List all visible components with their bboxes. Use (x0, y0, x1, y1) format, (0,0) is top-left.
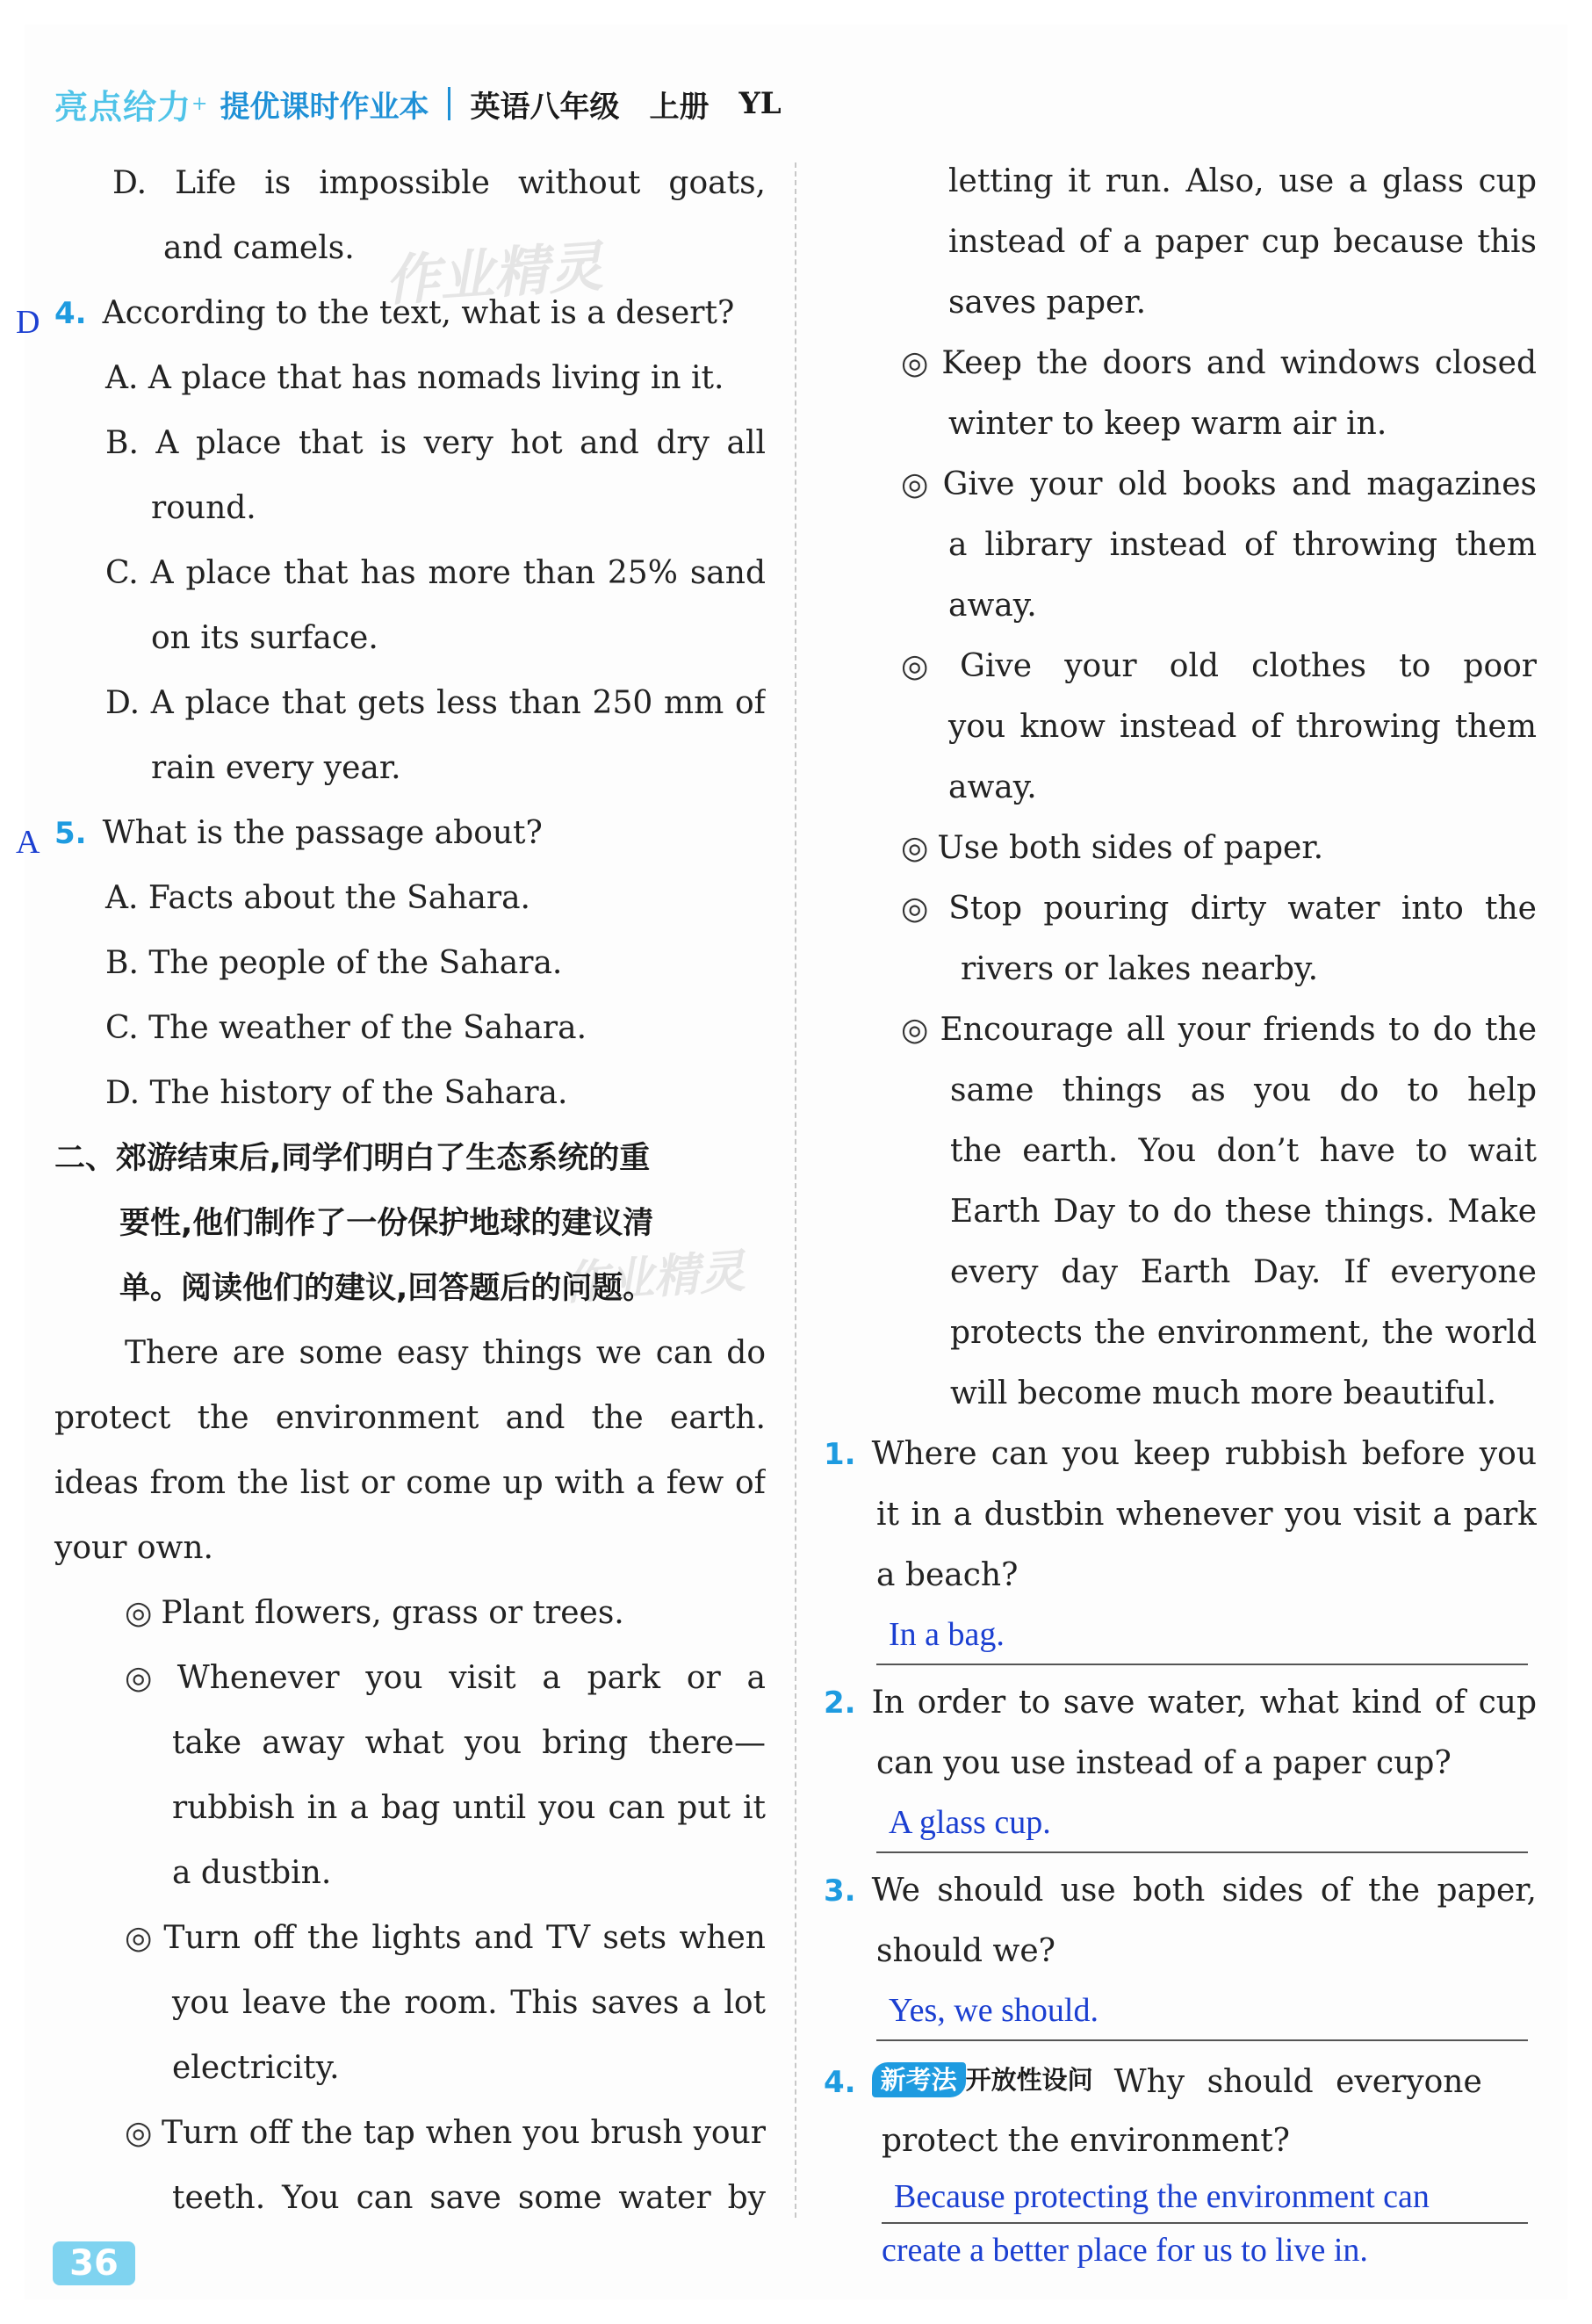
question-text: can you use instead of a paper cup? (876, 1745, 1452, 1781)
brand-logo: 亮点给力 (54, 87, 192, 126)
answer-line[interactable]: In a bag. (876, 1606, 1528, 1665)
question-text: Why should everyone (1113, 2064, 1482, 2100)
option-a: A. Facts about the Sahara. (105, 880, 530, 916)
answer-line[interactable]: A glass cup. (876, 1794, 1528, 1853)
column-divider (795, 162, 796, 2218)
bullet-icon: ◎ (125, 1920, 155, 1956)
question-4 (16, 281, 766, 346)
tip-item: ◎ Give your old clothes to poor (901, 648, 1537, 684)
answer-line[interactable]: create a better place for us to live in. (882, 2232, 1368, 2269)
tip-line: you leave the room. This saves a lot (172, 1985, 766, 2021)
bullet-icon: ◎ (901, 830, 929, 866)
tip-line: a library instead of throwing them (948, 527, 1537, 563)
bullet-icon: ◎ (901, 345, 933, 381)
bullet-icon: ◎ (125, 1595, 153, 1631)
question-text: According to the text, what is a desert? (102, 295, 735, 331)
tip-line: Earth Day to do these things. Make (950, 1194, 1537, 1230)
tip-item: ◎ Turn off the tap when you brush your (125, 2115, 766, 2151)
tip-item: ◎ Whenever you visit a park or a (125, 1660, 766, 1696)
question-text: What is the passage about? (102, 815, 543, 851)
tip-line: every day Earth Day. If everyone (950, 1254, 1537, 1290)
option-line: D. Life is impossible without goats, (112, 165, 766, 201)
option-line: and camels. (163, 230, 355, 266)
option-d: D. A place that gets less than 250 mm of (105, 685, 766, 721)
question-1 (824, 1424, 1537, 1484)
tip-item: ◎ Keep the doors and windows closed (901, 345, 1537, 381)
bullet-icon: ◎ (901, 1012, 932, 1048)
bullet-icon: ◎ (125, 2115, 153, 2151)
tip-line: take away what you bring there— (172, 1725, 766, 1761)
question-number: 1. (824, 1437, 856, 1472)
open-question-tag: 开放性设问 (965, 2065, 1093, 2095)
question-number: 4. (824, 2065, 856, 2100)
question-text: should we? (876, 1933, 1055, 1969)
tip-item: ◎ Stop pouring dirty water into the (901, 891, 1537, 927)
tip-line: away. (948, 769, 1037, 805)
edition-label: YL (738, 86, 782, 121)
tip-line: a dustbin. (172, 1855, 332, 1891)
option-line: round. (151, 490, 256, 526)
brand-plus-mark: + (191, 92, 208, 115)
tip-line: saves paper. (948, 285, 1147, 321)
page-number: 36 (53, 2241, 135, 2285)
tip-line: protects the environment, the world (950, 1315, 1537, 1351)
option-c: C. A place that has more than 25% sand (105, 555, 766, 591)
answer-line[interactable]: Because protecting the environment can (882, 2171, 1528, 2224)
question-text: We should use both sides of the paper, (871, 1873, 1537, 1909)
question-2 (824, 1672, 1537, 1733)
option-b: B. The people of the Sahara. (105, 945, 563, 981)
tip-line: same things as you do to help (950, 1072, 1537, 1108)
tip-line: instead of a paper cup because this (948, 224, 1537, 260)
tip-line: winter to keep warm air in. (948, 406, 1387, 442)
bullet-icon: ◎ (125, 1660, 169, 1696)
section-heading: 要性,他们制作了一份保护地球的建议清 (119, 1206, 654, 1241)
tip-line: will become much more beautiful. (950, 1375, 1497, 1411)
tip-item: ◎ Encourage all your friends to do the (901, 1012, 1537, 1048)
tip-item: ◎ Use both sides of paper. (901, 830, 1324, 866)
book-title: 英语八年级 (470, 89, 620, 125)
question-text: it in a dustbin whenever you visit a park (876, 1497, 1537, 1533)
section-heading: 单。阅读他们的建议,回答题后的问题。 (119, 1271, 654, 1306)
tip-line: the earth. You don’t have to wait (950, 1133, 1537, 1169)
answer-line[interactable]: Yes, we should. (876, 1981, 1528, 2041)
right-column (824, 151, 1537, 2277)
series-title: 提优课时作业本 (220, 89, 429, 125)
option-b: B. A place that is very hot and dry all (105, 425, 766, 461)
left-column (16, 151, 766, 2231)
section-heading: 二、郊游结束后,同学们明白了生态系统的重 (54, 1141, 651, 1176)
question-number: 3. (824, 1873, 856, 1909)
bullet-icon: ◎ (901, 648, 952, 684)
question-text: a beach? (876, 1557, 1019, 1593)
question-5 (16, 801, 766, 866)
bullet-icon: ◎ (901, 466, 934, 502)
question-number: 5. (54, 816, 87, 851)
question-number: 4. (54, 296, 87, 331)
option-line: rain every year. (151, 750, 401, 786)
intro-paragraph: your own. (54, 1530, 213, 1566)
tip-item: ◎ Give your old books and magazines (901, 466, 1537, 502)
page-header (54, 77, 782, 130)
intro-paragraph: There are some easy things we can do (125, 1335, 766, 1371)
question-text: In order to save water, what kind of cup (871, 1685, 1537, 1721)
question-text: protect the environment? (882, 2123, 1290, 2159)
option-c: C. The weather of the Sahara. (105, 1010, 587, 1046)
tip-line: letting it run. Also, use a glass cup (948, 163, 1537, 199)
tip-line: electricity. (172, 2050, 340, 2086)
tip-item: ◎ Turn off the lights and TV sets when (125, 1920, 766, 1956)
handwritten-answer: D (16, 304, 40, 341)
intro-paragraph: ideas from the list or come up with a few of (54, 1465, 766, 1501)
new-exam-tag: 新考法 (872, 2062, 966, 2097)
question-3 (824, 1860, 1537, 1921)
tip-line: rubbish in a bag until you can put it (172, 1790, 766, 1826)
option-d: D. The history of the Sahara. (105, 1075, 568, 1111)
bullet-icon: ◎ (901, 891, 940, 927)
tip-line: rivers or lakes nearby. (961, 951, 1319, 987)
question-4 (824, 2050, 1537, 2111)
handwritten-answer: A (16, 824, 40, 861)
tip-line: away. (948, 588, 1037, 624)
option-a: A. A place that has nomads living in it. (105, 360, 724, 396)
volume-label: 上册 (649, 89, 710, 125)
tip-line: you know instead of throwing them (948, 709, 1537, 745)
tip-line: teeth. You can save some water by (172, 2180, 766, 2216)
intro-paragraph: protect the environment and the earth. (54, 1400, 766, 1436)
option-line: on its surface. (151, 620, 378, 656)
question-number: 2. (824, 1685, 856, 1721)
tip-item: ◎ Plant flowers, grass or trees. (125, 1595, 624, 1631)
header-divider (448, 87, 450, 120)
question-text: Where can you keep rubbish before you (871, 1436, 1537, 1472)
